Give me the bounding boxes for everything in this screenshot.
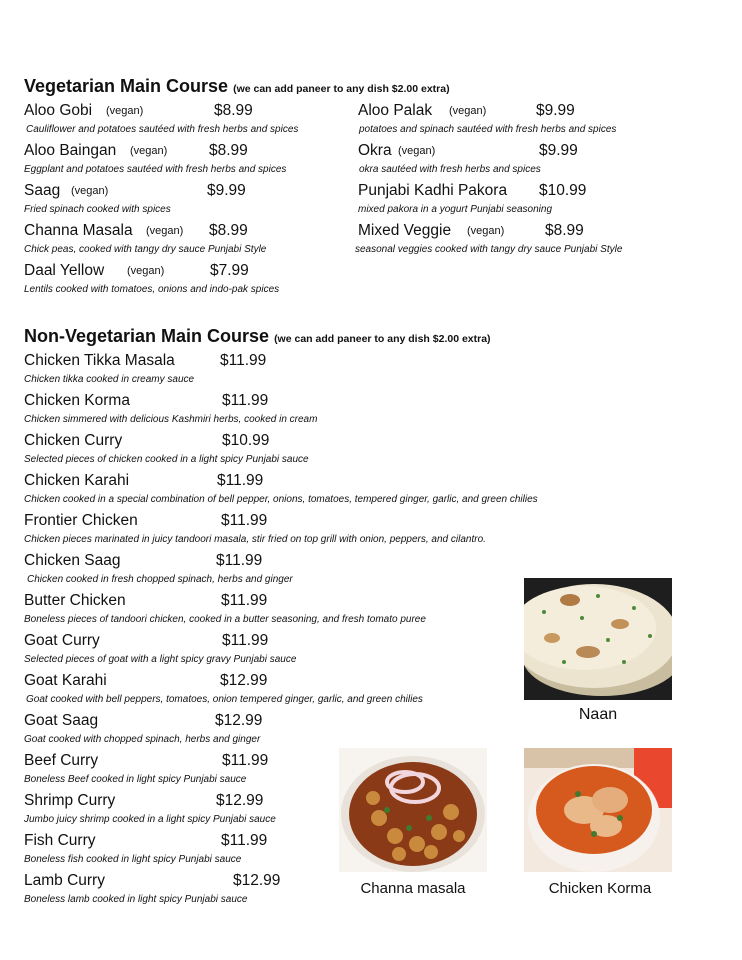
channa-masala-illustration: [339, 748, 487, 872]
item-name: Goat Curry: [24, 632, 100, 649]
item-name: Chicken Korma: [24, 392, 130, 409]
item-description: Jumbo juicy shrimp cooked in a light spicy Punjabi sauce: [24, 814, 276, 825]
item-name: Aloo Palak: [358, 102, 433, 119]
item-price: $11.99: [222, 632, 269, 649]
item-vegan-tag: (vegan): [106, 105, 144, 117]
veg-section-title: [24, 76, 450, 97]
item-name: Fish Curry: [24, 832, 96, 849]
item-description: Fried spinach cooked with spices: [24, 204, 171, 215]
item-name: Saag: [24, 182, 61, 199]
item-description: Goat cooked with bell peppers, tomatoes, onion tempered ginger, garlic, and green chilies: [26, 694, 423, 705]
item-name: Butter Chicken: [24, 592, 126, 609]
naan-illustration: [524, 578, 672, 700]
item-description: Lentils cooked with tomatoes, onions and indo-pak spices: [24, 284, 280, 295]
item-price: $11.99: [221, 512, 268, 529]
item-name: Punjabi Kadhi Pakora: [358, 182, 508, 199]
menu-item-punjabi-kadhi-pakora: [358, 182, 728, 220]
item-name: Daal Yellow: [24, 262, 105, 279]
menu-item-chicken-korma: [24, 392, 624, 430]
item-description: potatoes and spinach sautéed with fresh herbs and spices: [359, 124, 617, 135]
menu-item-aloo-gobi: [24, 102, 344, 140]
item-name: Chicken Curry: [24, 432, 123, 449]
item-description: Chicken tikka cooked in creamy sauce: [24, 374, 195, 385]
item-name: Frontier Chicken: [24, 512, 138, 529]
item-description: Chick peas, cooked with tangy dry sauce Punjabi Style: [24, 244, 267, 255]
item-vegan-tag: (vegan): [398, 145, 436, 157]
menu-item-aloo-palak: [358, 102, 728, 140]
item-description: Boneless pieces of tandoori chicken, cooked in a butter seasoning, and fresh tomato puree: [24, 614, 426, 625]
item-name: Mixed Veggie: [358, 222, 452, 239]
menu-item-saag: [24, 182, 344, 220]
item-name: Chicken Tikka Masala: [24, 352, 175, 369]
item-vegan-tag: (vegan): [127, 265, 165, 277]
item-price: $12.99: [233, 872, 281, 889]
item-name: Chicken Saag: [24, 552, 121, 569]
menu-item-fish-curry: [24, 832, 334, 870]
item-price: $12.99: [220, 672, 268, 689]
nonveg-section-title: [24, 326, 491, 347]
item-description: Boneless lamb cooked in light spicy Punjabi sauce: [24, 894, 248, 905]
item-description: Chicken simmered with delicious Kashmiri herbs, cooked in cream: [24, 414, 318, 425]
veg-section-heading: Vegetarian Main Course: [24, 76, 229, 96]
item-price: $8.99: [209, 142, 248, 159]
item-name: Channa Masala: [24, 222, 133, 239]
menu-item-beef-curry: [24, 752, 334, 790]
item-vegan-tag: (vegan): [146, 225, 184, 237]
item-price: $11.99: [222, 392, 269, 409]
menu-item-channa-masala: [24, 222, 344, 260]
menu-item-frontier-chicken: [24, 512, 664, 550]
item-description: Chicken pieces marinated in juicy tandoori masala, stir fried on top grill with onion, peppers, and cilantro.: [24, 534, 486, 545]
item-price: $11.99: [222, 752, 269, 769]
item-description: Selected pieces of goat with a light spicy gravy Punjabi sauce: [24, 654, 297, 665]
menu-item-chicken-curry: [24, 432, 624, 470]
veg-section-note: (we can add paneer to any dish $2.00 extra): [233, 83, 450, 95]
item-vegan-tag: (vegan): [130, 145, 168, 157]
item-price: $11.99: [217, 472, 264, 489]
item-vegan-tag: (vegan): [71, 185, 109, 197]
menu-item-aloo-baingan: [24, 142, 344, 180]
item-price: $8.99: [214, 102, 253, 119]
item-price: $12.99: [215, 712, 263, 729]
chicken-korma-photo: [524, 748, 672, 872]
nonveg-section-heading: Non-Vegetarian Main Course: [24, 326, 270, 346]
item-description: okra sautéed with fresh herbs and spices: [359, 164, 541, 175]
item-name: Chicken Karahi: [24, 472, 130, 489]
item-price: $10.99: [222, 432, 270, 449]
item-description: Selected pieces of chicken cooked in a light spicy Punjabi sauce: [24, 454, 309, 465]
menu-item-okra: [358, 142, 728, 180]
item-price: $9.99: [539, 142, 578, 159]
item-name: Beef Curry: [24, 752, 99, 769]
item-name: Goat Saag: [24, 712, 99, 729]
item-name: Shrimp Curry: [24, 792, 116, 809]
naan-caption: Naan: [578, 706, 618, 723]
item-name: Okra: [358, 142, 392, 159]
channa-masala-photo: [339, 748, 487, 872]
menu-item-chicken-saag: [24, 552, 504, 590]
item-name: Goat Karahi: [24, 672, 107, 689]
chicken-korma-illustration: [524, 748, 672, 872]
menu-item-goat-curry: [24, 632, 504, 670]
menu-item-goat-saag: [24, 712, 334, 750]
item-price: $9.99: [536, 102, 575, 119]
item-price: $11.99: [220, 352, 267, 369]
item-price: $11.99: [221, 592, 268, 609]
menu-item-daal-yellow: [24, 262, 344, 300]
menu-item-chicken-tikka-masala: [24, 352, 624, 390]
item-description: mixed pakora in a yogurt Punjabi seasoning: [358, 204, 553, 215]
nonveg-section-note: (we can add paneer to any dish $2.00 extra): [274, 333, 491, 345]
item-price: $7.99: [210, 262, 249, 279]
item-price: $11.99: [216, 552, 263, 569]
channa-masala-caption: Channa masala: [360, 880, 466, 897]
item-description: Goat cooked with chopped spinach, herbs and ginger: [24, 734, 261, 745]
item-name: Lamb Curry: [24, 872, 105, 889]
item-price: $8.99: [545, 222, 584, 239]
item-description: Chicken cooked in a special combination of bell pepper, onions, tomatoes, tempered ginger, garlic, and green chilies: [24, 494, 538, 505]
item-price: $12.99: [216, 792, 264, 809]
menu-item-mixed-veggie: [355, 222, 728, 260]
naan-photo: [524, 578, 672, 700]
item-vegan-tag: (vegan): [449, 105, 487, 117]
menu-item-butter-chicken: [24, 592, 504, 630]
item-description: Boneless Beef cooked in light spicy Punjabi sauce: [24, 774, 247, 785]
item-price: $11.99: [221, 832, 268, 849]
item-price: $10.99: [539, 182, 587, 199]
menu-item-shrimp-curry: [24, 792, 334, 830]
item-price: $8.99: [209, 222, 248, 239]
item-name: Aloo Gobi: [24, 102, 93, 119]
item-description: Eggplant and potatoes sautéed with fresh herbs and spices: [24, 164, 287, 175]
item-description: Boneless fish cooked in light spicy Punjabi sauce: [24, 854, 242, 865]
item-vegan-tag: (vegan): [467, 225, 505, 237]
item-description: Chicken cooked in fresh chopped spinach, herbs and ginger: [27, 574, 293, 585]
menu-item-chicken-karahi: [24, 472, 664, 510]
item-description: seasonal veggies cooked with tangy dry sauce Punjabi Style: [355, 244, 623, 255]
item-name: Aloo Baingan: [24, 142, 117, 159]
menu-item-goat-karahi: [24, 672, 504, 710]
chicken-korma-caption: Chicken Korma: [548, 880, 652, 897]
menu-item-lamb-curry: [24, 872, 334, 910]
item-description: Cauliflower and potatoes sautéed with fresh herbs and spices: [26, 124, 299, 135]
item-price: $9.99: [207, 182, 246, 199]
